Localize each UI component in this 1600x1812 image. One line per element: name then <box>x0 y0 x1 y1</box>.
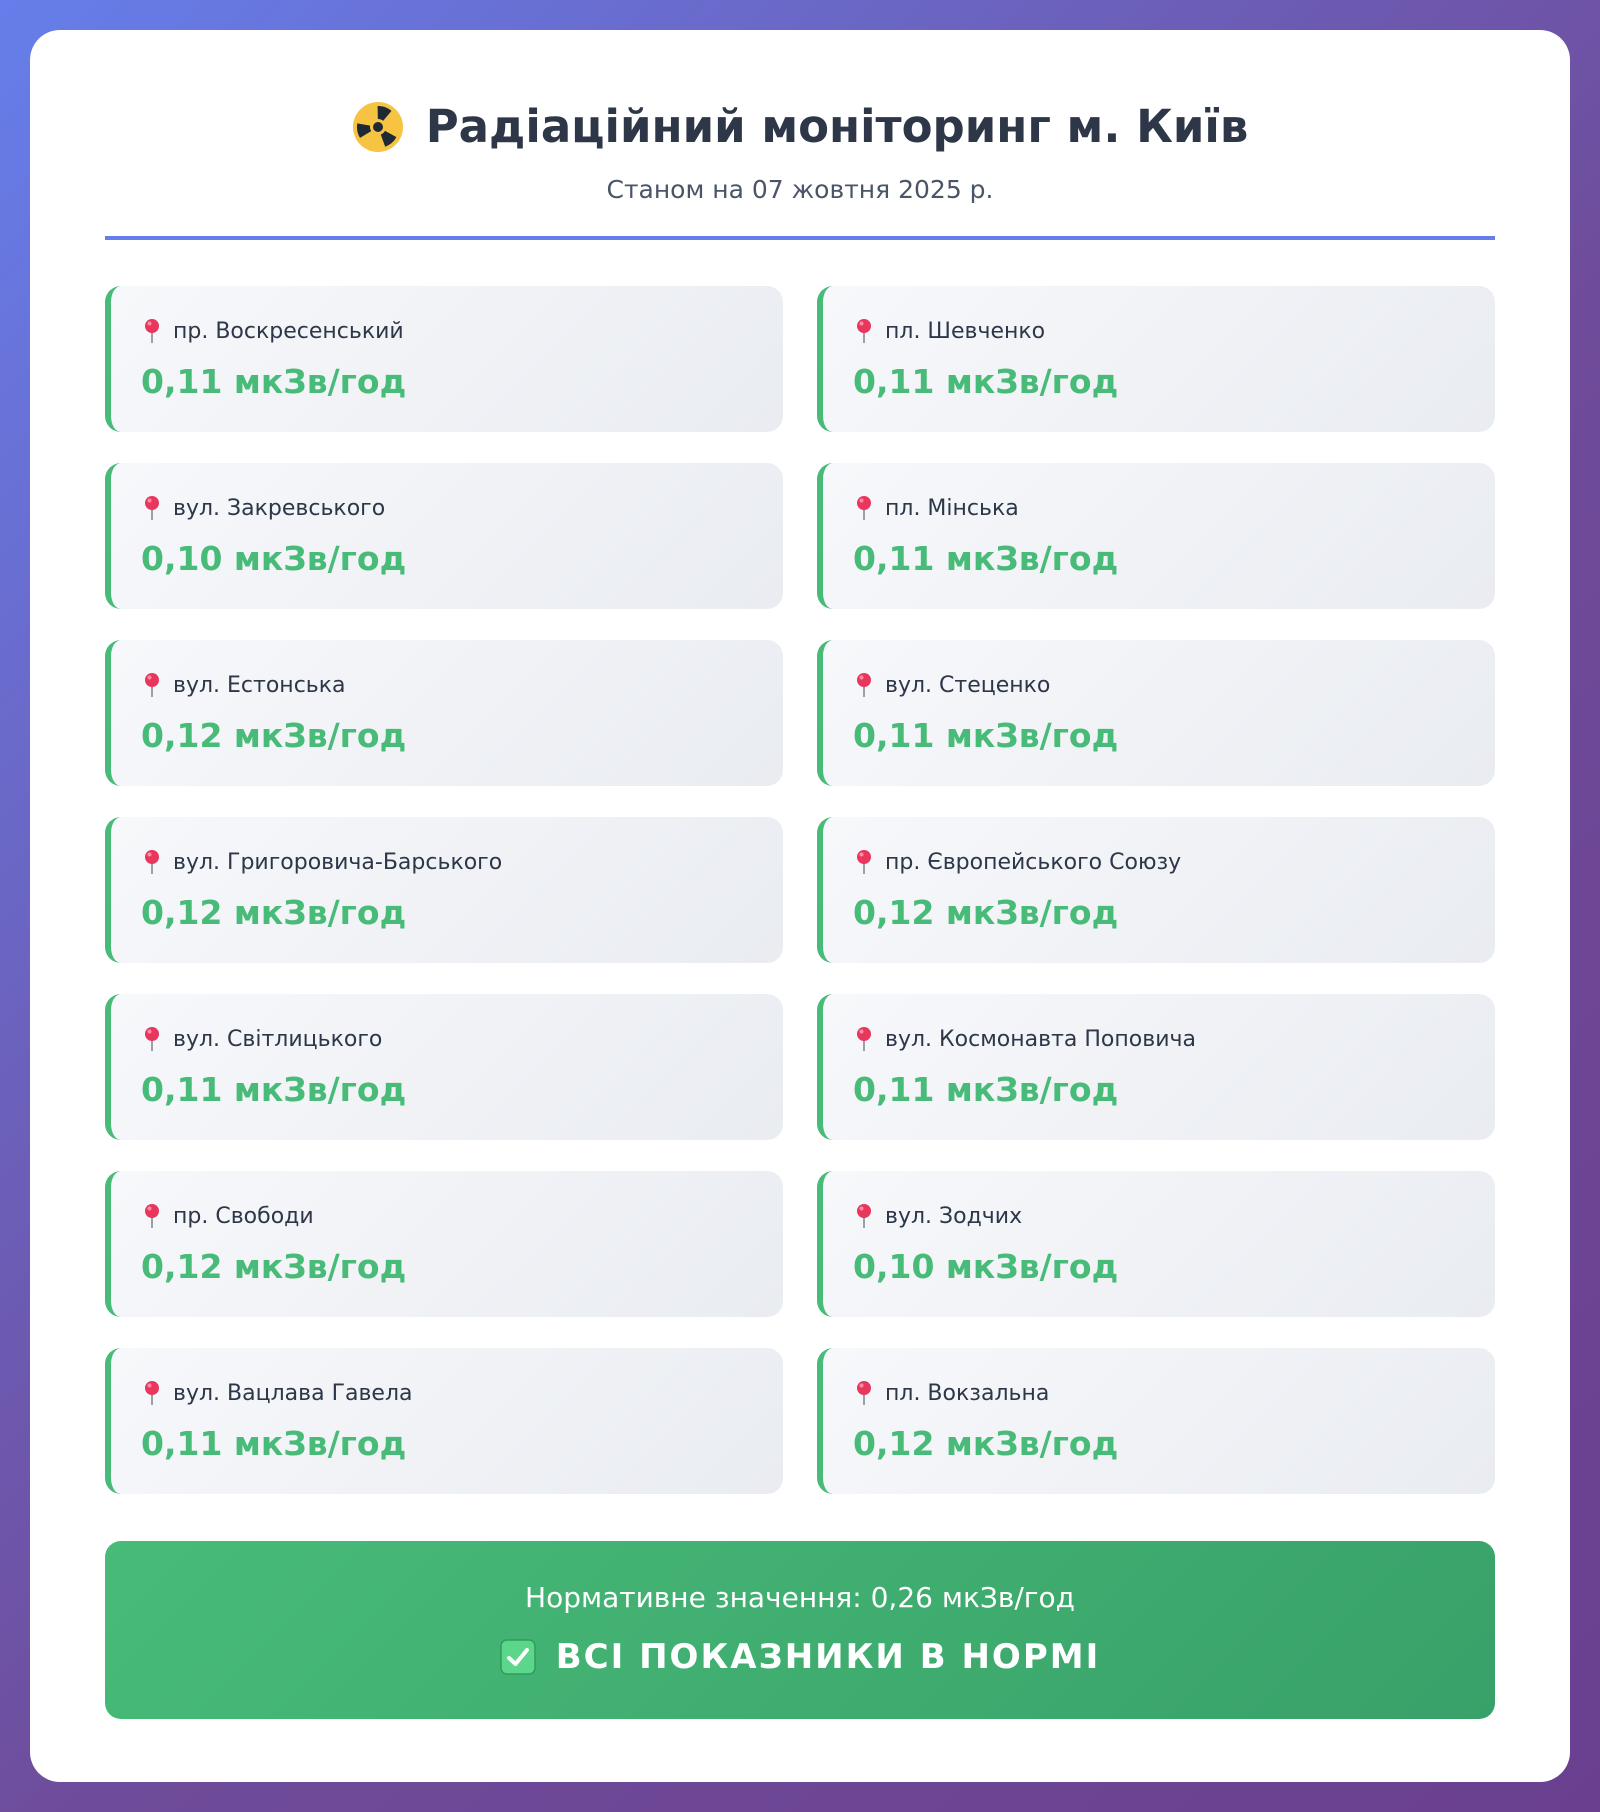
station-name: вул. Закревського <box>173 495 386 521</box>
station-value: 0,11 мкЗв/год <box>853 539 1119 578</box>
station-card <box>817 463 1495 609</box>
checkmark-icon <box>500 1639 536 1675</box>
station-name: вул. Космонавта Поповича <box>885 1026 1196 1052</box>
station-name: вул. Стеценко <box>885 672 1051 698</box>
status-row <box>105 1637 1495 1677</box>
station-card <box>817 286 1495 432</box>
map-pin-icon <box>141 1380 163 1406</box>
station-value: 0,12 мкЗв/год <box>141 893 407 932</box>
map-pin-icon <box>853 1380 875 1406</box>
map-pin-icon <box>853 1203 875 1229</box>
station-name: вул. Григоровича-Барського <box>173 849 503 875</box>
page-title: Радіаційний моніторинг м. Київ <box>425 100 1249 153</box>
station-name: пр. Свободи <box>173 1203 314 1229</box>
station-name-row <box>853 318 1045 344</box>
station-card <box>105 1171 783 1317</box>
station-name-row <box>853 495 1019 521</box>
map-pin-icon <box>853 1026 875 1052</box>
station-name: пр. Європейського Союзу <box>885 849 1182 875</box>
map-pin-icon <box>141 318 163 344</box>
station-value: 0,12 мкЗв/год <box>141 1247 407 1286</box>
map-pin-icon <box>141 849 163 875</box>
station-card <box>105 640 783 786</box>
station-card <box>817 1171 1495 1317</box>
station-name-row <box>853 672 1050 698</box>
station-name-row <box>141 495 385 521</box>
station-value: 0,12 мкЗв/год <box>141 716 407 755</box>
station-card <box>817 1348 1495 1494</box>
station-name-row <box>141 849 502 875</box>
station-card <box>105 817 783 963</box>
station-name-row <box>853 849 1181 875</box>
radiation-icon <box>352 101 404 153</box>
map-pin-icon <box>853 849 875 875</box>
station-card <box>817 817 1495 963</box>
monitoring-card <box>30 30 1570 1782</box>
station-card <box>105 463 783 609</box>
station-name-row <box>141 1380 413 1406</box>
station-card <box>817 994 1495 1140</box>
station-card <box>105 994 783 1140</box>
station-name-row <box>141 1203 314 1229</box>
station-value: 0,11 мкЗв/год <box>853 362 1119 401</box>
station-name: пр. Воскресенський <box>173 318 404 344</box>
station-name-row <box>141 672 346 698</box>
map-pin-icon <box>853 495 875 521</box>
station-value: 0,12 мкЗв/год <box>853 893 1119 932</box>
station-name: пл. Мінська <box>885 495 1019 521</box>
station-value: 0,11 мкЗв/год <box>141 1424 407 1463</box>
station-name-row <box>853 1203 1022 1229</box>
map-pin-icon <box>141 1203 163 1229</box>
station-value: 0,10 мкЗв/год <box>141 539 407 578</box>
station-card <box>817 640 1495 786</box>
title-row <box>105 100 1495 153</box>
station-name-row <box>853 1380 1049 1406</box>
map-pin-icon <box>853 672 875 698</box>
station-name: вул. Зодчих <box>885 1203 1023 1229</box>
norm-value-text: Нормативне значення: 0,26 мкЗв/год <box>525 1581 1075 1614</box>
station-name: вул. Естонська <box>173 672 346 698</box>
station-name-row <box>141 318 404 344</box>
station-name: пл. Вокзальна <box>885 1380 1050 1406</box>
station-value: 0,10 мкЗв/год <box>853 1247 1119 1286</box>
station-name: вул. Вацлава Гавела <box>173 1380 413 1406</box>
header <box>105 30 1495 240</box>
stations-grid <box>105 286 1495 1494</box>
station-value: 0,12 мкЗв/год <box>853 1424 1119 1463</box>
station-name: пл. Шевченко <box>885 318 1046 344</box>
map-pin-icon <box>141 495 163 521</box>
station-value: 0,11 мкЗв/год <box>141 1070 407 1109</box>
station-value: 0,11 мкЗв/год <box>853 1070 1119 1109</box>
station-card <box>105 286 783 432</box>
map-pin-icon <box>853 318 875 344</box>
station-name-row <box>853 1026 1196 1052</box>
status-text: ВСІ ПОКАЗНИКИ В НОРМІ <box>555 1637 1101 1677</box>
station-name-row <box>141 1026 382 1052</box>
station-value: 0,11 мкЗв/год <box>853 716 1119 755</box>
map-pin-icon <box>141 1026 163 1052</box>
station-name: вул. Світлицького <box>173 1026 383 1052</box>
date-subtitle: Станом на 07 жовтня 2025 р. <box>606 175 994 204</box>
map-pin-icon <box>141 672 163 698</box>
station-card <box>105 1348 783 1494</box>
summary-banner <box>105 1541 1495 1719</box>
station-value: 0,11 мкЗв/год <box>141 362 407 401</box>
